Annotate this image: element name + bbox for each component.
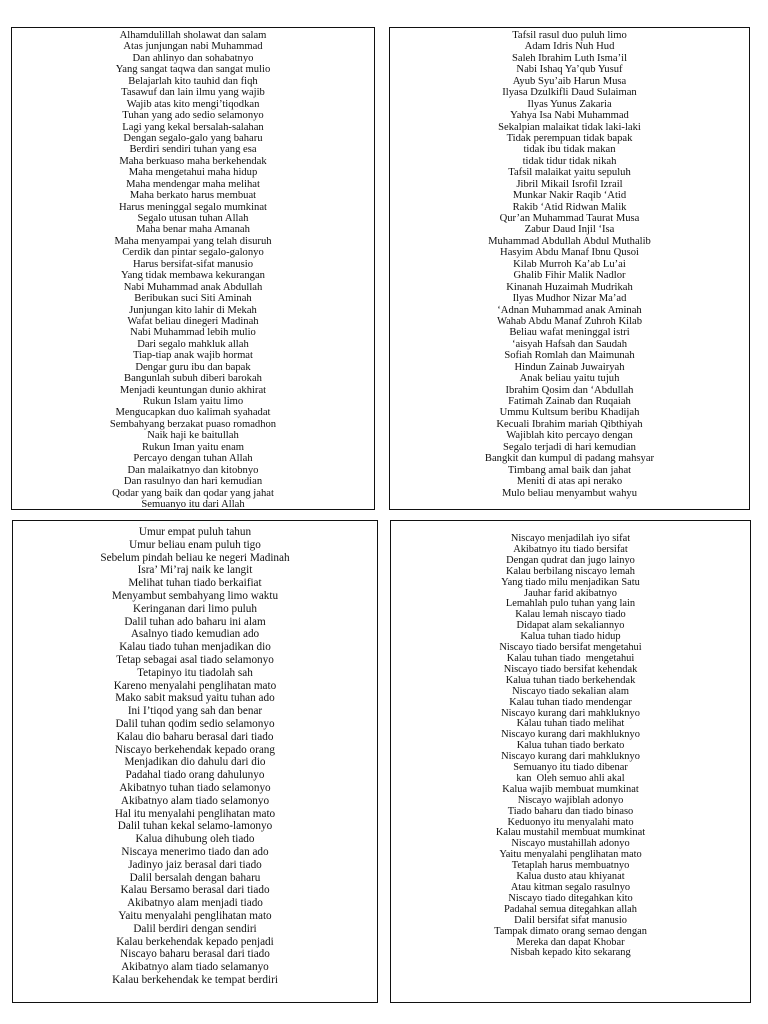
poem-line: Kalua wajib membuat mumkinat <box>502 783 639 795</box>
poem-line: Jauhar farid akibatnyo <box>524 587 617 599</box>
poem-line: Menjadikan dio dahulu dari dio <box>124 756 266 769</box>
poem-line: Maha menyampai yang telah disuruh <box>114 235 272 247</box>
poem-line: Adam Idris Nuh Hud <box>524 41 615 53</box>
poem-line: Keduonyo itu menyalahi mato <box>507 816 634 828</box>
poem-line: Kalau berbilang niscayo lemah <box>506 565 635 577</box>
poem-line: Timbang amal baik dan jahat <box>507 464 632 476</box>
poem-line: Niscayo mustahillah adonyo <box>511 838 630 850</box>
poem-line: Mulo beliau menyambut wahyu <box>501 487 638 499</box>
poem-line: Beliau wafat meninggal istri <box>509 327 630 339</box>
poem-line: Padahal tiado orang dahulunyo <box>125 769 265 782</box>
poem-line: Kinanah Huzaimah Mudrikah <box>506 281 633 293</box>
poem-line: Wajiblah kito percayo dengan <box>506 430 633 442</box>
poem-line: Didapat alam sekaliannyo <box>516 620 625 632</box>
poem-line: Wahab Abdu Manaf Zuhroh Kilab <box>496 315 643 327</box>
poem-line: Tidak perempuan tidak bapak <box>506 132 633 144</box>
poem-line: Mereka dan dapat Khobar <box>516 936 625 948</box>
poem-line: Tiap-tiap anak wajib hormat <box>133 350 253 362</box>
poem-line: Dalil tuhan kekal selamo-lamonyo <box>117 820 273 833</box>
poem-line: Alhamdulillah sholawat dan salam <box>119 30 267 41</box>
poem-line: Akibatnyo itu tiado bersifat <box>513 543 628 555</box>
poem-line: Maha mendengar maha melihat <box>126 178 260 190</box>
poem-line: Dalil tuhan ado baharu ini alam <box>124 615 266 628</box>
poem-line: Kalau mustahil membuat mumkinat <box>495 827 646 839</box>
poem-line: Rakib ‘Atid Ridwan Malik <box>512 201 627 213</box>
poem-line: Saleh Ibrahim Luth Isma’il <box>511 52 628 64</box>
poem-line: Hasyim Abdu Manaf Ibnu Qusoi <box>500 247 639 259</box>
poem-line: Dalil bersalah dengan baharu <box>129 871 261 884</box>
poem-line: Dengar guru ibu dan bapak <box>135 361 251 373</box>
poem-line: Wafat beliau dinegeri Madinah <box>127 315 259 327</box>
poem-line: Yang tiado milu menjadikan Satu <box>501 576 640 588</box>
poem-line: Dalil bersifat sifat manusio <box>514 914 627 926</box>
poem-line: Tasawuf dan lain ilmu yang wajib <box>121 87 265 99</box>
poem-line: Kalau berkehendak ke tempat berdiri <box>112 973 278 986</box>
poem-line: Tafsil malaikat yaitu sepuluh <box>508 167 631 179</box>
poem-line: Jadinyo jaiz berasal dari tiado <box>128 858 262 871</box>
poem-line: Jibril Mikail Isrofil Izrail <box>516 178 623 190</box>
poem-line: Kalau tiado tuhan menjadikan dio <box>119 641 271 654</box>
poem-line: Segalo utusan tuhan Allah <box>137 213 249 224</box>
poem-line: Nabi Muhammad lebih mulio <box>130 327 256 339</box>
poem-line: Niscayo tiado bersifat kehendak <box>503 663 638 675</box>
poem-line: Hal itu menyalahi penglihatan mato <box>114 807 276 820</box>
poem-line: Ilyasa Dzulkifli Daud Sulaiman <box>502 87 637 99</box>
poem-line: Asalnyo tiado kemudian ado <box>130 628 260 641</box>
poem-line: Niscayo tiado sekalian alam <box>512 685 629 697</box>
poem-line: Rukun Iman yaitu enam <box>141 441 245 453</box>
poem-line: Tetap sebagai asal tiado selamonyo <box>116 653 274 666</box>
poem-line: Kalau dio baharu berasal dari tiado <box>116 730 274 743</box>
poem-line: Harus bersifat-sifat manusio <box>132 258 254 270</box>
poem-line: Sekalpian malaikat tidak laki-laki <box>498 121 641 133</box>
poem-line: Melihat tuhan tiado berkaifiat <box>128 577 262 590</box>
poem-panel-top-right <box>389 27 750 510</box>
poem-line: Fatimah Zainab dan Ruqaiah <box>508 396 631 407</box>
poem-line: Tetapinyo itu tiadolah sah <box>137 666 253 679</box>
poem-line: Maha berkuaso maha berkehendak <box>119 155 267 167</box>
poem-line: Bangunlah subuh diberi barokah <box>124 373 262 385</box>
poem-line: Dan ahlinyo dan sohabatnyo <box>132 52 254 64</box>
poem-line: Ghalib Fihir Malik Nadlor <box>513 270 626 282</box>
poem-line: Sembahyang berzakat puaso romadhon <box>109 418 277 430</box>
poem-line: Akibatnyo alam tiado selamonyo <box>120 794 270 807</box>
poem-line: Muhammad Abdullah Abdul Muthalib <box>488 235 651 247</box>
poem-line: Qur’an Muhammad Taurat Musa <box>499 213 640 224</box>
poem-line: Maha mengetahui maha hidup <box>128 167 258 179</box>
poem-line: Lagi yang kekal bersalah-salahan <box>122 121 264 133</box>
poem-line: Niscayo baharu berasal dari tiado <box>120 948 270 961</box>
poem-line: Dengan qudrat dan jugo lainyo <box>506 554 635 566</box>
poem-line: Kalau lemah niscayo tiado <box>515 609 626 621</box>
poem-line: Kalau tuhan tiado melihat <box>516 718 625 730</box>
poem-line: Dalil berdiri dengan sendiri <box>133 922 257 935</box>
poem-line: Menyambut sembahyang limo waktu <box>111 589 279 602</box>
poem-line: Menjadi keuntungan dunio akhirat <box>119 384 267 396</box>
poem-line: Belajarlah kito tauhid dan fiqh <box>128 75 258 87</box>
poem-line: Hindun Zainab Juwairyah <box>514 361 625 373</box>
poem-line: Niscayo kurang dari mahkluknyo <box>501 751 640 763</box>
poem-line: Beribukan suci Siti Aminah <box>134 293 252 305</box>
poem-line: Umur empat puluh tahun <box>138 526 252 538</box>
poem-line: Ibrahim Qosim dan ‘Abdullah <box>505 384 634 396</box>
poem-line: Harus meninggal segalo mumkinat <box>119 201 267 213</box>
poem-panel-top-left <box>11 27 375 510</box>
poem-line: Akibatnyo alam tiado selamanyo <box>121 961 269 974</box>
poem-line: Tiado baharu dan tiado binaso <box>507 805 634 817</box>
poem-line: Junjungan kito lahir di Mekah <box>129 304 257 316</box>
poem-line: Akibatnyo tuhan tiado selamonyo <box>119 781 271 794</box>
poem-line: tidak ibu tidak makan <box>523 144 616 156</box>
poem-line: Atas junjungan nabi Muhammad <box>123 41 263 53</box>
poem-panel-bottom-right <box>390 520 751 1003</box>
poem-line: Kalua dusto atau khiyanat <box>516 871 625 883</box>
poem-line: Tuhan yang ado sedio selamonyo <box>122 110 264 122</box>
poem-line: Padahal semua ditegahkan allah <box>503 903 637 915</box>
poem-line: Nabi Muhammad anak Abdullah <box>123 281 263 293</box>
poem-line: Sofiah Romlah dan Maimunah <box>504 350 635 362</box>
poem-line: Kecuali Ibrahim mariah Qibthiyah <box>496 418 643 430</box>
poem-line: Ayub Syu’aib Harun Musa <box>512 75 627 87</box>
poem-line: Munkar Nakir Raqib ‘Atid <box>512 190 627 202</box>
poem-line: Niscayo kurang dari makhluknyo <box>501 729 640 741</box>
poem-line: Akibatnyo alam menjadi tiado <box>127 897 263 910</box>
poem-line: ‘Adnan Muhammad anak Aminah <box>497 304 642 316</box>
poem-line: Kalua tuhan tiado berkato <box>516 740 625 752</box>
poem-line: Niscayo berkehendak kepado orang <box>115 743 275 756</box>
poem-line: Dengan segalo-galo yang baharu <box>123 132 263 144</box>
poem-line: Lemahlah pulo tuhan yang lain <box>505 598 636 610</box>
poem-line: Yang sangat taqwa dan sangat mulio <box>115 64 271 76</box>
poem-line: Berdiri sendiri tuhan yang esa <box>129 144 257 156</box>
poem-line: Tetaplah harus membuatnyo <box>511 860 630 872</box>
poem-line: Tampak dimato orang semao dengan <box>494 925 647 937</box>
poem-line: Meniti di atas api nerako <box>516 476 623 488</box>
poem-line: Segalo terjadi di hari kemudian <box>503 441 636 453</box>
poem-line: Ilyas Yunus Zakaria <box>527 98 612 110</box>
poem-line: Ilyas Mudhor Nizar Ma’ad <box>512 293 627 305</box>
poem-line: Kilab Murroh Ka’ab Lu’ai <box>513 258 626 270</box>
poem-line: Semuanyo itu tiado dibenar <box>513 762 628 774</box>
poem-line: Kalau berkehendak kepado penjadi <box>116 935 274 948</box>
poem-line: Dalil tuhan qodim sedio selamonyo <box>115 717 275 730</box>
poem-line: Ummu Kultsum beribu Khadijah <box>499 407 640 419</box>
poem-line: Percayo dengan tuhan Allah <box>133 453 253 465</box>
poem-line: Semuanyo itu dari Allah <box>141 498 245 510</box>
poem-line: Maha benar maha Amanah <box>136 224 250 236</box>
poem-line: Isra’ Mi’raj naik ke langit <box>137 564 253 577</box>
poem-line: Tafsil rasul duo puluh limo <box>512 30 627 41</box>
poem-line: Kalua tuhan tiado berkehendak <box>505 674 636 686</box>
poem-line: Zabur Daud Injil ‘Isa <box>524 224 615 236</box>
poem-line: kan Oleh semuo ahli akal <box>516 772 625 784</box>
poem-line: Atau kitman segalo rasulnyo <box>510 882 631 893</box>
poem-line: Mako sabit maksud yaitu tuhan ado <box>115 692 275 705</box>
poem-line: Niscaya menerimo tiado dan ado <box>121 845 269 858</box>
poem-line: Kalua tuhan tiado hidup <box>520 631 621 643</box>
poem-line: Cerdik dan pintar segalo-galonyo <box>122 247 264 259</box>
poem-line: Kalau tuhan tiado mendengar <box>509 696 632 708</box>
poem-line: Mengucapkan duo kalimah syahadat <box>115 407 271 419</box>
poem-line: Niscayo tiado ditegahkan kito <box>508 892 633 904</box>
poem-line: Kareno menyalahi penglihatan mato <box>113 679 277 692</box>
poem-line: Umur beliau enam puluh tigo <box>129 538 261 551</box>
poem-line: ‘aisyah Hafsah dan Saudah <box>511 338 628 350</box>
poem-line: Bangkit dan kumpul di padang mahsyar <box>484 453 655 465</box>
poem-line: Dan malaikatnyo dan kitobnyo <box>127 464 259 476</box>
poem-line: Niscayo menjadilah iyo sifat <box>510 533 631 544</box>
poem-line: Sebelum pindah beliau ke negeri Madinah <box>100 551 290 564</box>
poem-line: Maha berkato harus membuat <box>129 190 257 202</box>
poem-line: Yaitu menyalahi penglihatan mato <box>118 909 272 922</box>
poem-line: Yahya Isa Nabi Muhammad <box>510 110 629 122</box>
poem-line: Qodar yang baik dan qodar yang jahat <box>112 487 274 499</box>
poem-line: Kalau Bersamo berasal dari tiado <box>120 884 270 897</box>
poem-line: Niscayo wajiblah adonyo <box>517 794 624 806</box>
poem-line: Rukun Islam yaitu limo <box>142 396 244 407</box>
poem-line: Dari segalo mahkluk allah <box>137 338 249 350</box>
poem-line: tidak tidur tidak nikah <box>522 155 617 167</box>
poem-line: Yaitu menyalahi penglihatan mato <box>499 849 642 861</box>
poem-line: Kalua dihubung oleh tiado <box>135 833 255 846</box>
poem-line: Naik haji ke baitullah <box>147 430 239 442</box>
poem-line: Nabi Ishaq Ya’qub Yusuf <box>516 64 623 76</box>
poem-line: Nisbah kepado kito sekarang <box>510 947 631 959</box>
poem-line: Kalau tuhan tiado mengetahui <box>506 652 635 664</box>
poem-line: Anak beliau yaitu tujuh <box>519 373 620 385</box>
poem-line: Niscayo kurang dari mahkluknyo <box>501 707 640 719</box>
poem-line: Ini I’tiqod yang sah dan benar <box>127 705 263 718</box>
poem-panel-bottom-left <box>12 520 378 1003</box>
poem-line: Keringanan dari limo puluh <box>133 602 257 615</box>
poem-line: Wajib atas kito mengi’tiqodkan <box>126 98 260 110</box>
poem-line: Yang tidak membawa kekurangan <box>121 270 265 282</box>
poem-line: Dan rasulnyo dan hari kemudian <box>123 476 263 488</box>
poem-line: Niscayo tiado bersifat mengetahui <box>499 642 642 654</box>
